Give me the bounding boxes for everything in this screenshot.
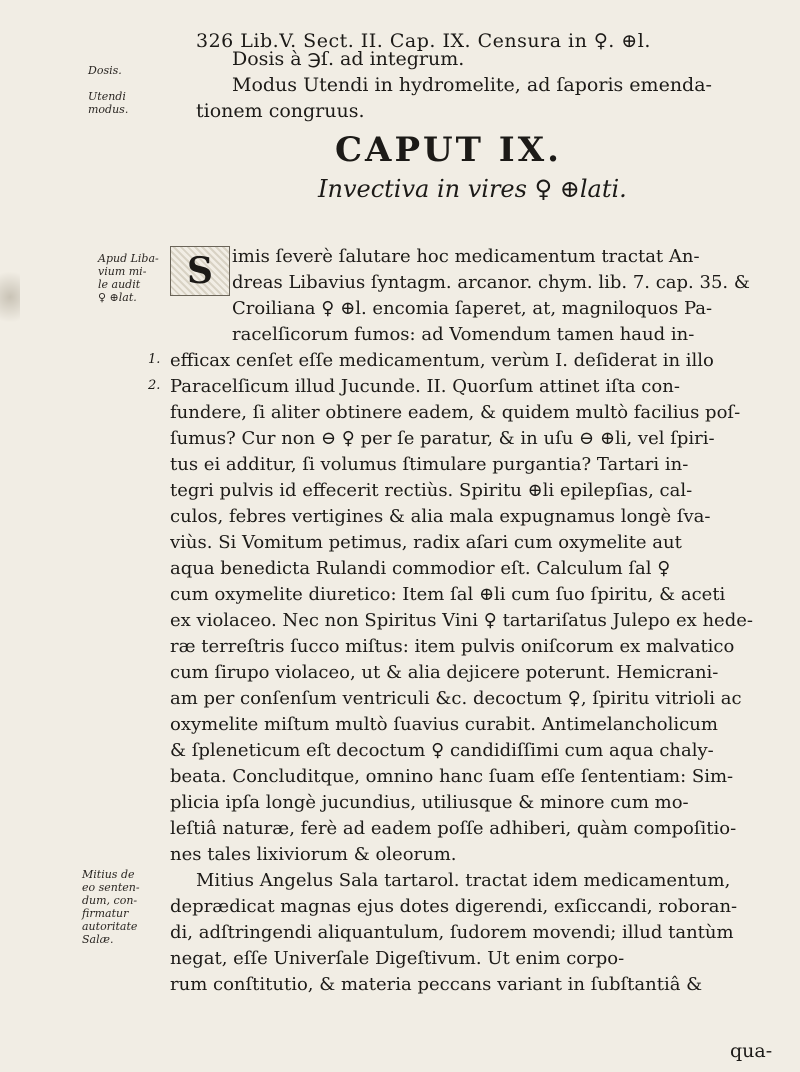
text-line: efficax cenſet eſſe medicamentum, verùm I. deſiderat in illo	[170, 350, 714, 371]
margin-note-line: eo senten-	[82, 881, 140, 894]
margin-note-line: Salæ.	[82, 933, 114, 946]
margin-note-line: Apud Liba-	[98, 252, 159, 265]
text-line: am per conſenſum ventriculi &c. decoctum ♀, ſpiritu vitrioli ac	[170, 688, 742, 709]
text-line: cum ſirupo violaceo, ut & alia dejicere poterunt. Hemicrani-	[170, 662, 719, 683]
text-line: imis ſeverè ſalutare hoc medicamentum tractat An-	[232, 246, 700, 267]
text-line: beata. Concluditque, omnino hanc ſuam eſſe ſententiam: Sim-	[170, 766, 734, 787]
chapter-subtitle: Invectiva in vires ♀ ⊕lati.	[318, 175, 627, 203]
margin-note-modus	[88, 90, 128, 116]
margin-note-mitius	[82, 868, 140, 946]
text-line: aqua benedicta Rulandi commodior eſt. Calculum ſal ♀	[170, 558, 671, 579]
text-line: tus ei additur, ſi volumus ſtimulare purgantia? Tartari in-	[170, 454, 689, 475]
text-line: dreas Libavius ſyntagm. arcanor. chym. lib. 7. cap. 35. &	[232, 272, 750, 293]
text-line: tegri pulvis id effecerit rectiùs. Spiritu ⊕li epilepſias, cal-	[170, 480, 693, 501]
item-number-2: 2.	[148, 378, 161, 393]
text-line: culos, febres vertigines & alia mala expugnamus longè ſva-	[170, 506, 711, 527]
text-line: & ſpleneticum eſt decoctum ♀ candidiſſimi cum aqua chaly-	[170, 740, 714, 761]
text-line: nes tales lixiviorum & oleorum.	[170, 844, 457, 865]
text-line: ſumus? Cur non ⊖ ♀ per ſe paratur, & in uſu ⊖ ⊕li, vel ſpiri-	[170, 428, 715, 449]
margin-note-line: modus.	[88, 103, 129, 116]
margin-note-line: Dosis.	[88, 64, 122, 77]
text-line: Croiliana ♀ ⊕l. encomia ſaperet, at, magniloquos Pa-	[232, 298, 713, 319]
text-line: racelſicorum fumos: ad Vomendum tamen haud in-	[232, 324, 695, 345]
text-line: leſtiâ naturæ, ferè ad eadem poſſe adhiberi, quàm compoſitio-	[170, 818, 737, 839]
decorated-initial	[170, 246, 230, 296]
text-line: cum oxymelite diuretico: Item ſal ⊕li cum ſuo ſpiritu, & aceti	[170, 584, 726, 605]
paragraph-opening	[232, 244, 784, 348]
text-line: Modus Utendi in hydromelite, ad ſaporis emenda-	[232, 74, 712, 96]
text-line: tionem congruus.	[196, 100, 365, 122]
opening-lines	[170, 46, 782, 124]
margin-note-line: Utendi	[88, 90, 126, 103]
chapter-heading: CAPUT IX.	[335, 130, 562, 170]
text-line: viùs. Si Vomitum petimus, radix aſari cum oxymelite aut	[170, 532, 682, 553]
text-line: ex violaceo. Nec non Spiritus Vini ♀ tartariſatus Julepo ex hede-	[170, 610, 753, 631]
text-line: oxymelite miſtum multò ſuavius curabit. Antimelancholicum	[170, 714, 718, 735]
margin-note-line: Mitius de	[82, 868, 135, 881]
text-line: deprædicat magnas ejus dotes digerendi, exſiccandi, roboran-	[170, 896, 738, 917]
text-line: ræ terreſtris ſucco miſtus: item pulvis oniſcorum ex malvatico	[170, 636, 735, 657]
initial-letter: S	[187, 250, 213, 292]
margin-note-line: autoritate	[82, 920, 138, 933]
text-line: Mitius Angelus Sala tartarol. tractat idem medicamentum,	[196, 870, 731, 891]
margin-note-apud	[98, 252, 159, 304]
margin-note-line: ♀ ⊕lat.	[98, 291, 137, 304]
text-line: di, adſtringendi aliquantulum, ſudorem movendi; illud tantùm	[170, 922, 734, 943]
margin-note-line: dum, con-	[82, 894, 138, 907]
text-line: plicia ipſa longè jucundius, utiliusque & minore cum mo-	[170, 792, 689, 813]
text-line: Paracelſicum illud Jucunde. II. Quorſum attinet iſta con-	[170, 376, 680, 397]
margin-note-line: vium mi-	[98, 265, 147, 278]
paragraph-body	[170, 348, 782, 998]
text-line: negat, eſſe Univerſale Digeſtivum. Ut enim corpo-	[170, 948, 625, 969]
margin-note-line: firmatur	[82, 907, 129, 920]
page-stain	[0, 262, 20, 332]
margin-note-dosis	[88, 64, 122, 77]
text-line: Dosis à ℈ſ. ad integrum.	[232, 48, 465, 70]
catchword: qua-	[730, 1040, 773, 1062]
text-line: fundere, ſi aliter obtinere eadem, & quidem multò facilius poſ-	[170, 402, 741, 423]
text-line: rum conſtitutio, & materia peccans variant in ſubſtantiâ &	[170, 974, 703, 995]
margin-note-line: le audit	[98, 278, 141, 291]
item-number-1: 1.	[148, 352, 161, 367]
running-head: 326 Lib.V. Sect. II. Cap. IX. Censura in ♀. ⊕l.	[196, 30, 651, 52]
